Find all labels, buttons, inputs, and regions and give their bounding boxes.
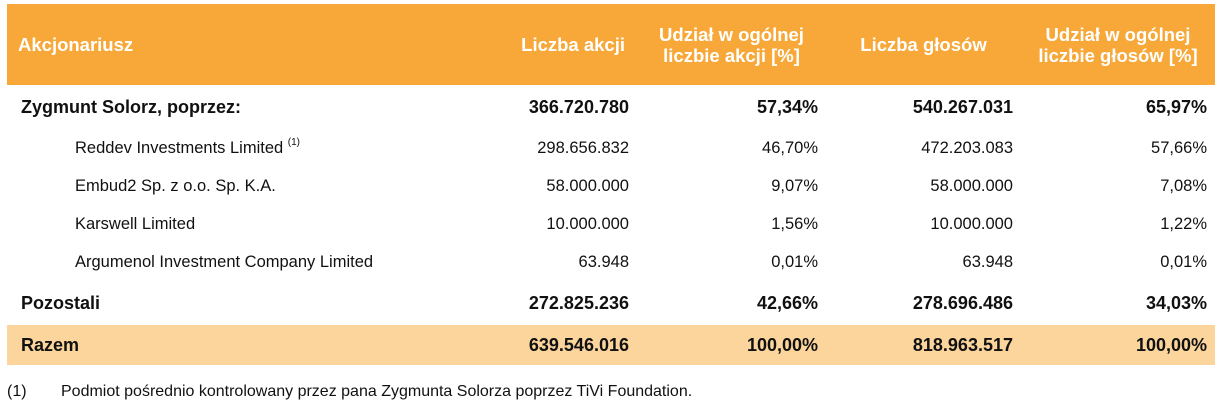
- share-count: 63.948: [578, 252, 629, 271]
- table-row: [7, 167, 1215, 205]
- vote-count: 540.267.031: [912, 96, 1013, 117]
- table-header-row: [7, 4, 1215, 85]
- share-percent: 42,66%: [756, 292, 818, 313]
- shareholder-name: Zygmunt Solorz, poprzez:: [21, 96, 241, 117]
- share-percent: 57,34%: [756, 96, 818, 117]
- shareholder-name: Pozostali: [21, 292, 101, 313]
- total-share-percent: 100,00%: [746, 334, 818, 355]
- header-vote-percent: Udział w ogólnej liczbie głosów [%]: [1038, 23, 1198, 66]
- total-vote-count: 818.963.517: [912, 334, 1013, 355]
- header-shareholder: Akcjonariusz: [18, 34, 134, 55]
- vote-count: 278.696.486: [912, 292, 1013, 313]
- share-percent: 9,07%: [771, 176, 818, 195]
- vote-percent: 34,03%: [1145, 292, 1207, 313]
- table-row: [7, 85, 1215, 129]
- shareholder-name-text: Reddev Investments Limited: [75, 138, 284, 157]
- vote-percent: 57,66%: [1151, 138, 1207, 157]
- total-vote-percent: 100,00%: [1135, 334, 1207, 355]
- table-row: [7, 205, 1215, 243]
- vote-percent: 1,22%: [1160, 214, 1207, 233]
- footnote-mark: (1): [7, 383, 27, 400]
- share-count: 272.825.236: [528, 292, 629, 313]
- share-percent: 46,70%: [762, 138, 818, 157]
- shareholder-name: [7, 129, 459, 167]
- shareholders-table: [7, 4, 1215, 365]
- vote-percent: 7,08%: [1160, 176, 1207, 195]
- total-row: [7, 325, 1215, 365]
- share-count: 58.000.000: [546, 176, 629, 195]
- share-count: 298.656.832: [537, 138, 629, 157]
- shareholder-name: Argumenol Investment Company Limited: [75, 252, 374, 271]
- table-row: [7, 129, 1215, 167]
- shareholder-name: Embud2 Sp. z o.o. Sp. K.A.: [75, 176, 276, 195]
- shareholder-name: Karswell Limited: [75, 214, 196, 233]
- footnote: [7, 383, 692, 401]
- share-percent: 0,01%: [771, 252, 818, 271]
- total-label: Razem: [21, 334, 80, 355]
- vote-count: 63.948: [962, 252, 1013, 271]
- total-share-count: 639.546.016: [528, 334, 629, 355]
- vote-count: 58.000.000: [930, 176, 1013, 195]
- header-vote-count: Liczba głosów: [860, 34, 987, 55]
- share-percent: 1,56%: [771, 214, 818, 233]
- vote-count: 472.203.083: [921, 138, 1013, 157]
- footnote-reference: (1): [287, 136, 301, 148]
- table-row: [7, 281, 1215, 325]
- table-row: [7, 243, 1215, 281]
- share-count: 366.720.780: [528, 96, 629, 117]
- vote-percent: 0,01%: [1160, 252, 1207, 271]
- header-share-count: Liczba akcji: [521, 34, 625, 55]
- vote-count: 10.000.000: [930, 214, 1013, 233]
- header-share-percent: Udział w ogólnej liczbie akcji [%]: [659, 23, 804, 66]
- vote-percent: 65,97%: [1145, 96, 1207, 117]
- share-count: 10.000.000: [546, 214, 629, 233]
- footnote-text: Podmiot pośrednio kontrolowany przez pana Zygmunta Solorza poprzez TiVi Foundation.: [61, 383, 693, 400]
